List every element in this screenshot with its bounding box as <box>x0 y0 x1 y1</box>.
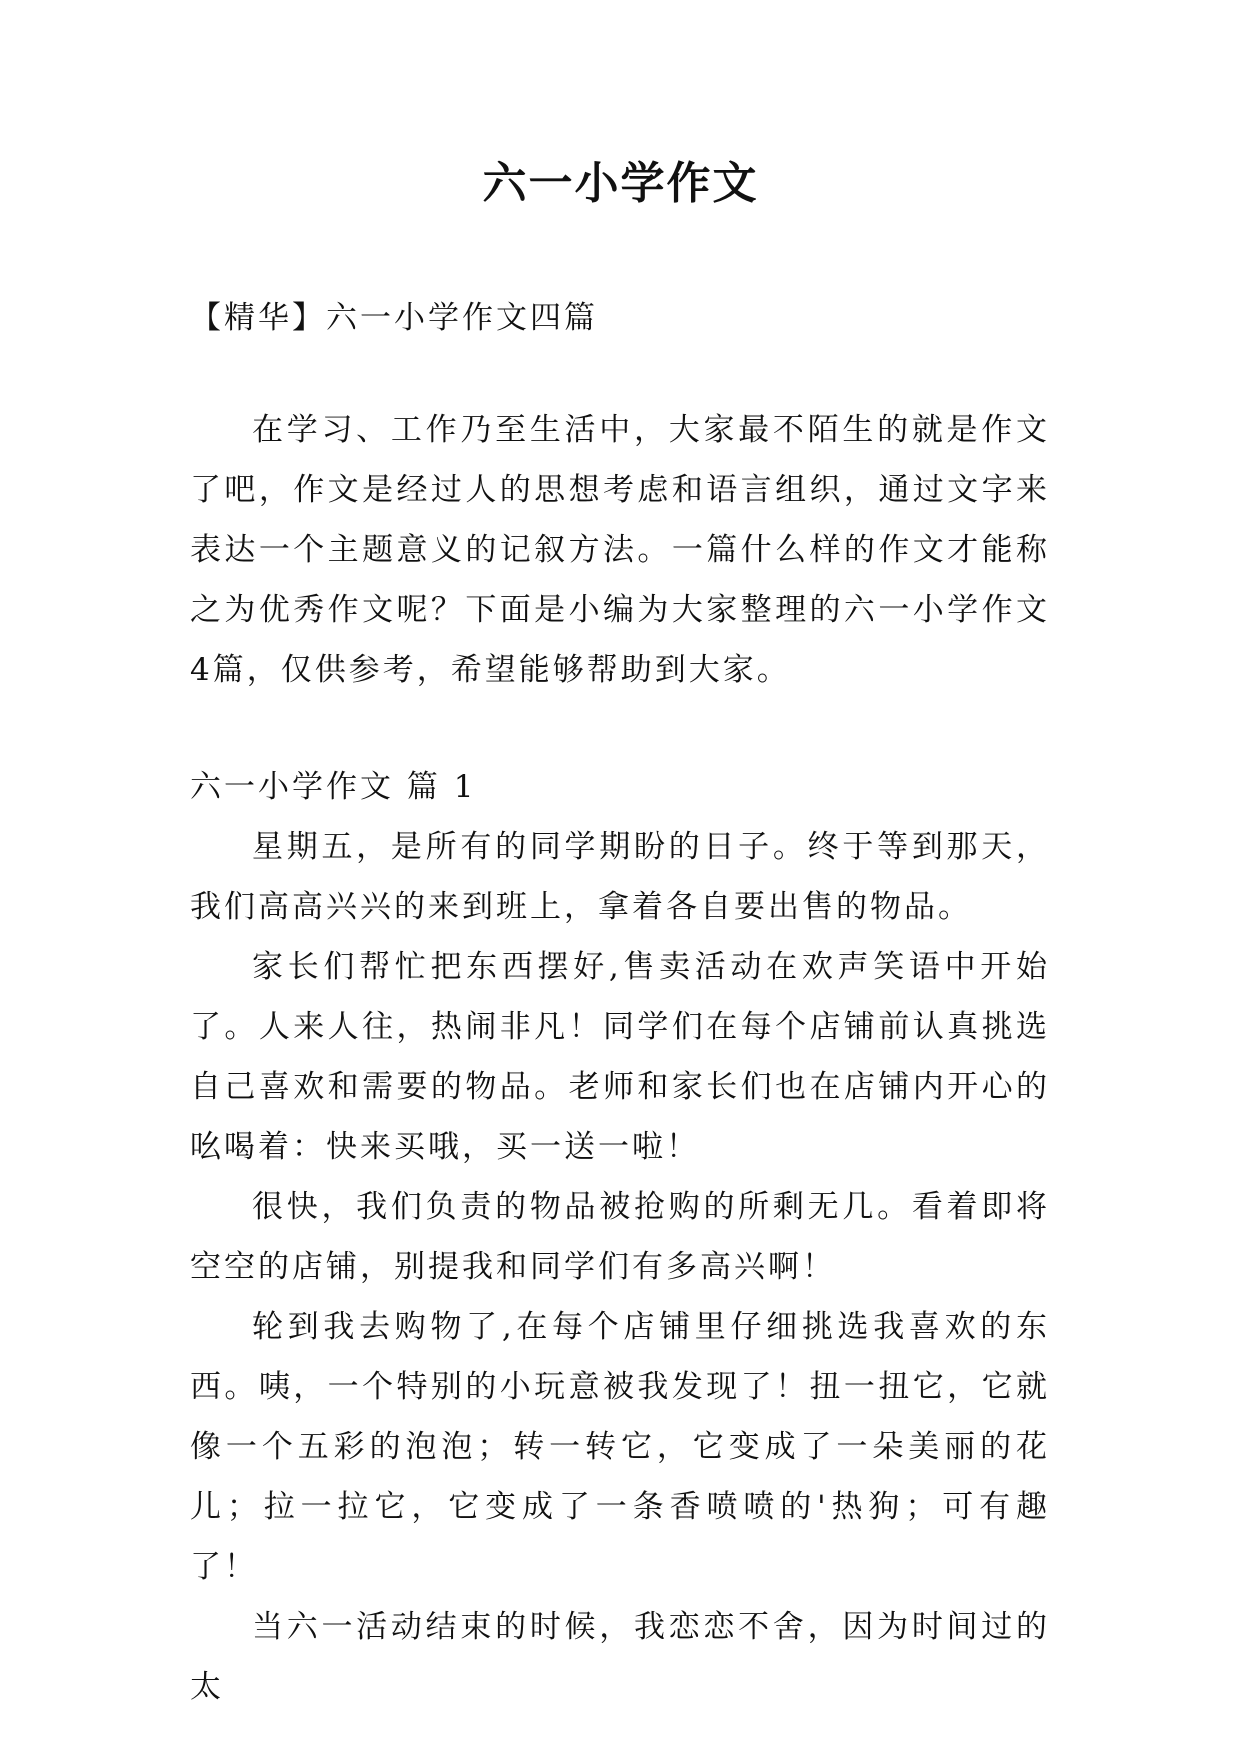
document-title: 六一小学作文 <box>482 158 759 209</box>
intro-paragraph: 在学习、工作乃至生活中，大家最不陌生的就是作文了吧，作文是经过人的思想考虑和语言组织，通过文字来表达一个主题意义的记叙方法。一篇什么样的作文才能称之为优秀作文呢？下面是小编为大家整理的六一小学作文4篇，仅供参考，希望能够帮助到大家。 <box>190 412 1050 688</box>
essay-heading: 六一小学作文 篇 1 <box>190 769 477 805</box>
essay-paragraph: 当六一活动结束的时候，我恋恋不舍，因为时间过的太 <box>190 1609 1050 1705</box>
document-subtitle: 【精华】六一小学作文四篇 <box>190 300 598 336</box>
essay-paragraph: 家长们帮忙把东西摆好,售卖活动在欢声笑语中开始了。人来人往，热闹非凡！同学们在每个店铺前认真挑选自己喜欢和需要的物品。老师和家长们也在店铺内开心的吆喝着：快来买哦，买一送一啦！ <box>190 949 1050 1165</box>
essay-paragraph: 星期五，是所有的同学期盼的日子。终于等到那天，我们高高兴兴的来到班上，拿着各自要出售的物品。 <box>190 829 1050 925</box>
essay-paragraph: 轮到我去购物了,在每个店铺里仔细挑选我喜欢的东西。咦，一个特别的小玩意被我发现了！扭一扭它，它就像一个五彩的泡泡；转一转它，它变成了一朵美丽的花儿；拉一拉它，它变成了一条香喷喷的'热狗；可有趣了！ <box>190 1309 1050 1585</box>
intro-block <box>190 400 1050 700</box>
essay-body <box>190 817 1050 1717</box>
essay-paragraph: 很快，我们负责的物品被抢购的所剩无几。看着即将空空的店铺，别提我和同学们有多高兴啊！ <box>190 1189 1050 1285</box>
